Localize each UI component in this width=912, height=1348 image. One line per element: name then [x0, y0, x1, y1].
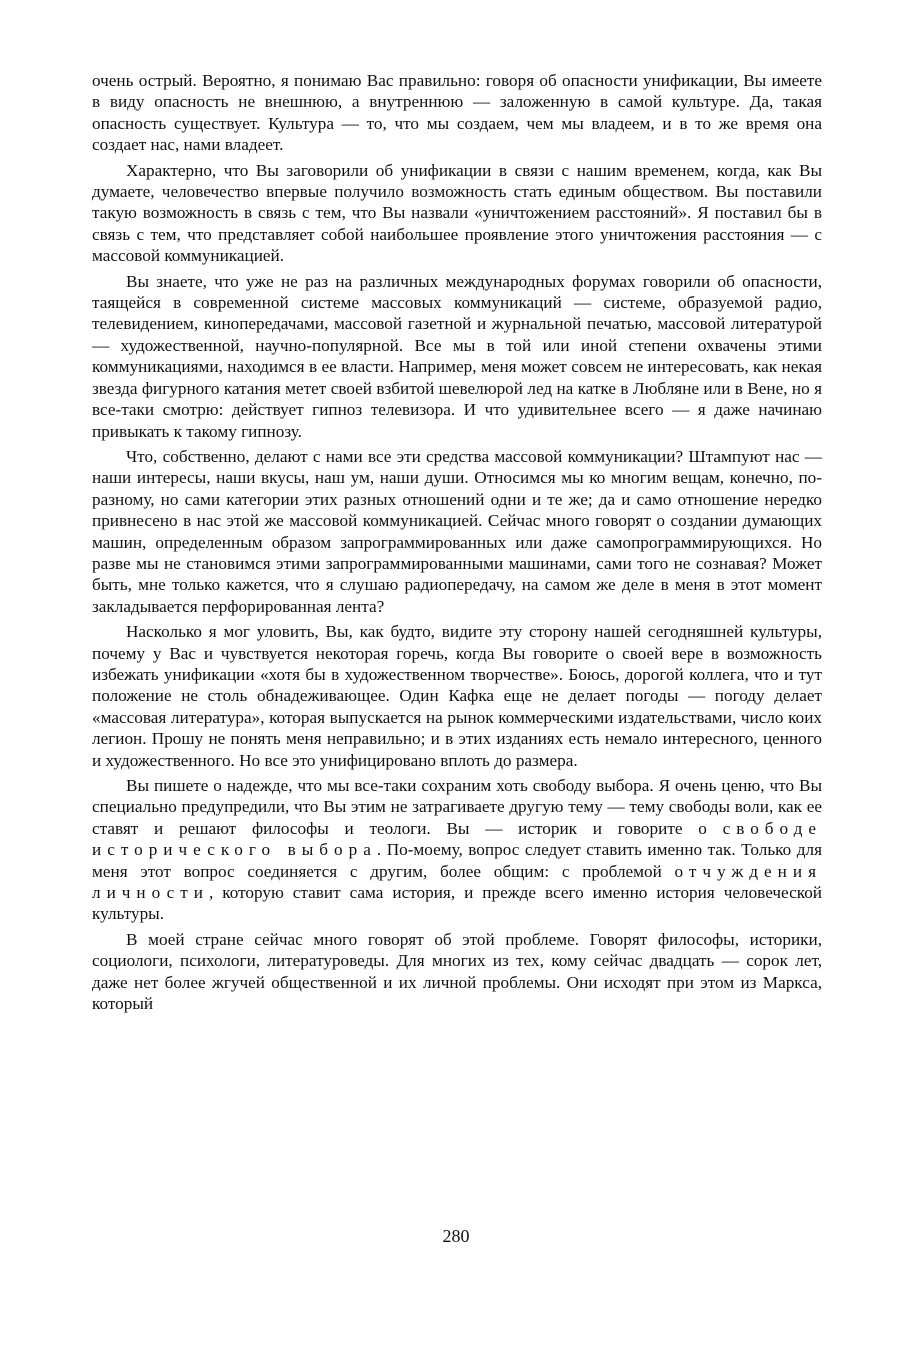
page-body [92, 70, 822, 1018]
paragraph-1: очень острый. Вероятно, я понимаю Вас правильно: говоря об опасности унификации, Вы имеете в виду опасность не внешнюю, а внутреннюю — заложенную в самой культуре. Да, такая опасность существует. Культура — то, что мы создаем, чем мы владеем, и в то же время она создает нас, нами владеет. [92, 71, 822, 155]
paragraph-6 [92, 775, 822, 925]
paragraph-6-part-2: . По-моему, вопрос следует ставить именно так. Только для меня этот вопрос соединяется с другим, более общим: с проблемой [92, 840, 822, 881]
paragraph-5: Насколько я мог уловить, Вы, как будто, видите эту сторону нашей сегодняшней культуры, почему у Вас и чувствуется некоторая горечь, когда Вы говорите о своей вере в возможность избежать унификации «хотя бы в художественном творчестве». Боюсь, дорогой коллега, что и тут положение не столь обнадеживающее. Один Кафка еще не делает погоды — погоду делает «массовая литература», которая выпускается на рынок коммерческими издательствами, число коих легион. Прошу не понять меня неправильно; и в этих изданиях есть немало интересного, ценного и художественного. Но все это унифицировано вплоть до размера. [92, 622, 822, 770]
paragraph-3: Вы знаете, что уже не раз на различных международных форумах говорили об опасности, таящейся в современной системе массовых коммуникаций — системе, образуемой радио, телевидением, кинопередачами, массовой газетной и журнальной печатью, массовой литературой — художественной, научно-популярной. Все мы в той или иной степени охвачены этими коммуникациями, находимся в ее власти. Например, меня может совсем не интересовать, как некая звезда фигурного катания метет своей взбитой шевелюрой лед на катке в Любляне или в Вене, но я все-таки смотрю: действует гипноз телевизора. И что удивительнее всего — я даже начинаю привыкать к такому гипнозу. [92, 271, 822, 441]
page-number: 280 [442, 1226, 470, 1246]
emphasis-historical-choice: свободе исторического выбора [92, 818, 822, 860]
paragraph-2: Характерно, что Вы заговорили об унификации в связи с нашим временем, когда, как Вы думаете, человечество впервые получило возможность стать единым обществом. Вы поставили такую возможность в связь с тем, что Вы назвали «уничтожением расстояний». Я поставил бы в связь с тем, что представляет собой наибольшее проявление этого уничтожения расстояния — с массовой коммуникацией. [92, 160, 822, 266]
paragraph-6-part-1: Вы пишете о надежде, что мы все-таки сохраним хоть свободу выбора. Я очень ценю, что Вы специально предупредили, что Вы этим не затрагиваете другую тему — тему свободы воли, как ее ставят и решают философы и теологи. Вы — историк и говорите о [92, 776, 822, 838]
emphasis-alienation: отчуждения личности [92, 861, 822, 903]
paragraph-4: Что, собственно, делают с нами все эти средства массовой коммуникации? Штампуют нас — наши интересы, наши вкусы, наш ум, наши души. Относимся мы ко многим вещам, конечно, по-разному, но сами категории этих разных отношений одни и те же; да и само отношение нередко привнесено в нас этой же массовой коммуникацией. Сейчас много говорят о создании думающих машин, определенным образом запрограммированных или даже самопрограммирующихся. Но разве мы не становимся этими запрограммированными машинами, сами того не сознавая? Может быть, мне только кажется, что я слушаю радиопередачу, на самом же деле в меня в этот момент закладывается перфорированная лента? [92, 446, 822, 616]
paragraph-6-part-3: , которую ставит сама история, и прежде всего именно история человеческой культуры. [92, 883, 822, 924]
paragraph-7: В моей стране сейчас много говорят об этой проблеме. Говорят философы, историки, социологи, психологи, литературоведы. Для многих из тех, кому сейчас двадцать — сорок лет, даже нет более жгучей общественной и их личной проблемы. Они исходят при этом из Маркса, который [92, 929, 822, 1014]
